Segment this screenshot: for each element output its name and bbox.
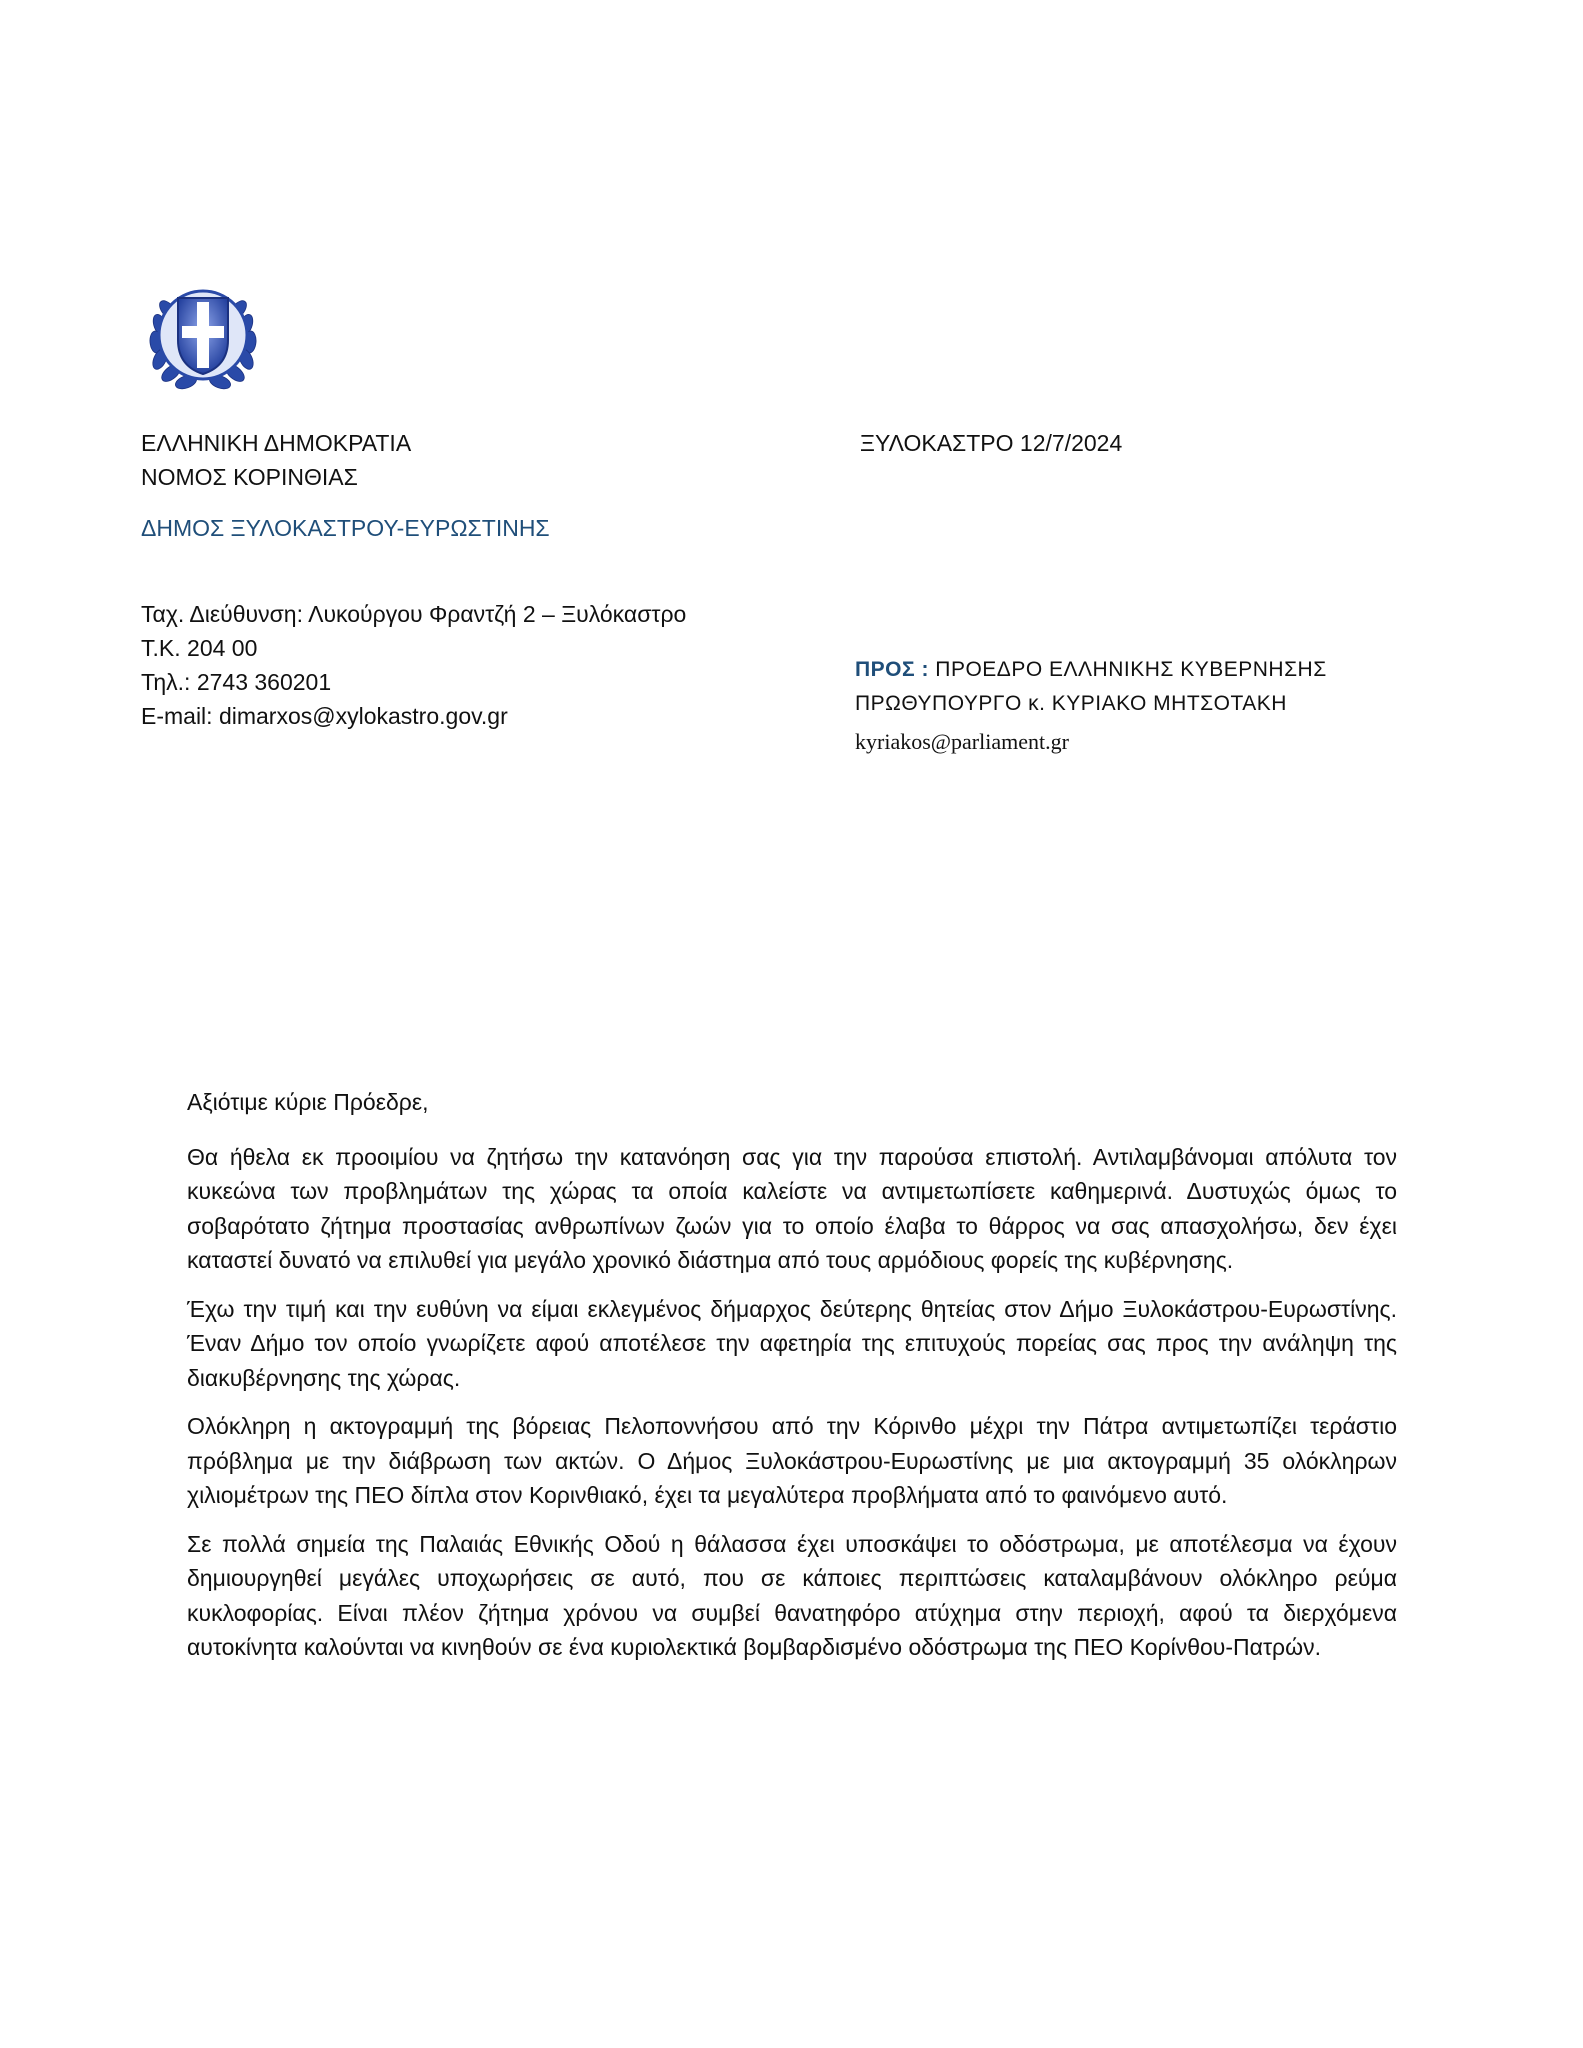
recipient-email: kyriakos@parliament.gr <box>855 729 1069 754</box>
municipality-name: ΔΗΜΟΣ ΞΥΛΟΚΑΣΤΡΟΥ-ΕΥΡΩΣΤΙΝΗΣ <box>141 515 550 541</box>
paragraph-2: Έχω την τιμή και την ευθύνη να είμαι εκλεγμένος δήμαρχος δεύτερης θητείας στον Δήμο Ξυλοκάστρου-Ευρωστίνης. Έναν Δήμο τον οποίο γνωρίζετε αφού αποτέλεσε την αφετηρία της επιτυχούς πορείας σας προς την ανάληψη της διακυβέρνησης της χώρας. <box>187 1295 1397 1391</box>
recipient-block <box>855 653 1327 759</box>
recipient-title: ΠΡΟΕΔΡΟ ΕΛΛΗΝΙΚΗΣ ΚΥΒΕΡΝΗΣΗΣ <box>935 658 1327 681</box>
postal-address: Ταχ. Διεύθυνση: Λυκούργου Φραντζή 2 – Ξυλόκαστρο <box>141 601 687 627</box>
sender-email: E-mail: dimarxos@xylokastro.gov.gr <box>141 703 508 729</box>
issuer-block <box>141 426 411 494</box>
salutation: Αξιότιμε κύριε Πρόεδρε, <box>187 1089 429 1115</box>
paragraph-3: Ολόκληρη η ακτογραμμή της βόρειας Πελοποννήσου από την Κόρινθο μέχρι την Πάτρα αντιμετωπίζει τεράστιο πρόβλημα με την διάβρωση των ακτών. Ο Δήμος Ξυλοκάστρου-Ευρωστίνης με μια ακτογραμμή 35 ολόκληρων χιλιομέτρων της ΠΕΟ δίπλα στον Κορινθιακό, έχει τα μεγαλύτερα προβλήματα από το φαινόμενο αυτό. <box>187 1413 1397 1508</box>
phone-number: Τηλ.: 2743 360201 <box>141 669 332 695</box>
recipient-name: ΠΡΩΘΥΠΟΥΡΓΟ κ. ΚΥΡΙΑΚΟ ΜΗΤΣΟΤΑΚΗ <box>855 692 1287 715</box>
paragraph-1: Θα ήθελα εκ προοιμίου να ζητήσω την κατανόηση σας για την παρούσα επιστολή. Αντιλαμβάνομαι απόλυτα τον κυκεώνα των προβλημάτων της χώρας τα οποία καλείστε να αντιμετωπίσετε καθημερινά. Δυστυχώς όμως το σοβαρότατο ζήτημα προστασίας ανθρωπίνων ζωών για το οποίο έλαβα το θάρρος να σας απασχολήσω, δεν έχει καταστεί δυνατό να επιλυθεί για μεγάλο χρονικό διάστημα από τους αρμόδιους φορείς της κυβέρνησης. <box>187 1143 1397 1273</box>
greek-coat-of-arms-icon <box>138 270 268 400</box>
contact-block <box>141 597 686 733</box>
postal-code: Τ.Κ. 204 00 <box>141 635 258 661</box>
issuer-country: ΕΛΛΗΝΙΚΗ ΔΗΜΟΚΡΑΤΙΑ <box>141 430 412 456</box>
place-and-date: ΞΥΛΟΚΑΣΤΡΟ 12/7/2024 <box>860 430 1123 456</box>
letter-body <box>187 1085 1397 1679</box>
paragraph-4: Σε πολλά σημεία της Παλαιάς Εθνικής Οδού η θάλασσα έχει υποσκάψει το οδόστρωμα, με αποτέλεσμα να έχουν δημιουργηθεί μεγάλες υποχωρήσεις σε αυτό, που σε κάποιες περιπτώσεις καταλαμβάνουν ολόκληρο ρεύμα κυκλοφορίας. Είναι πλέον ζήτημα χρόνου να συμβεί θανατηφόρο ατύχημα στην περιοχή, αφού τα διερχόμενα αυτοκίνητα καλούνται να κινηθούν σε ένα κυριολεκτικά βομβαρδισμένο οδόστρωμα της ΠΕΟ Κορίνθου-Πατρών. <box>187 1530 1397 1660</box>
recipient-label: ΠΡΟΣ : <box>855 658 929 681</box>
issuer-prefecture: ΝΟΜΟΣ ΚΟΡΙΝΘΙΑΣ <box>141 464 358 490</box>
